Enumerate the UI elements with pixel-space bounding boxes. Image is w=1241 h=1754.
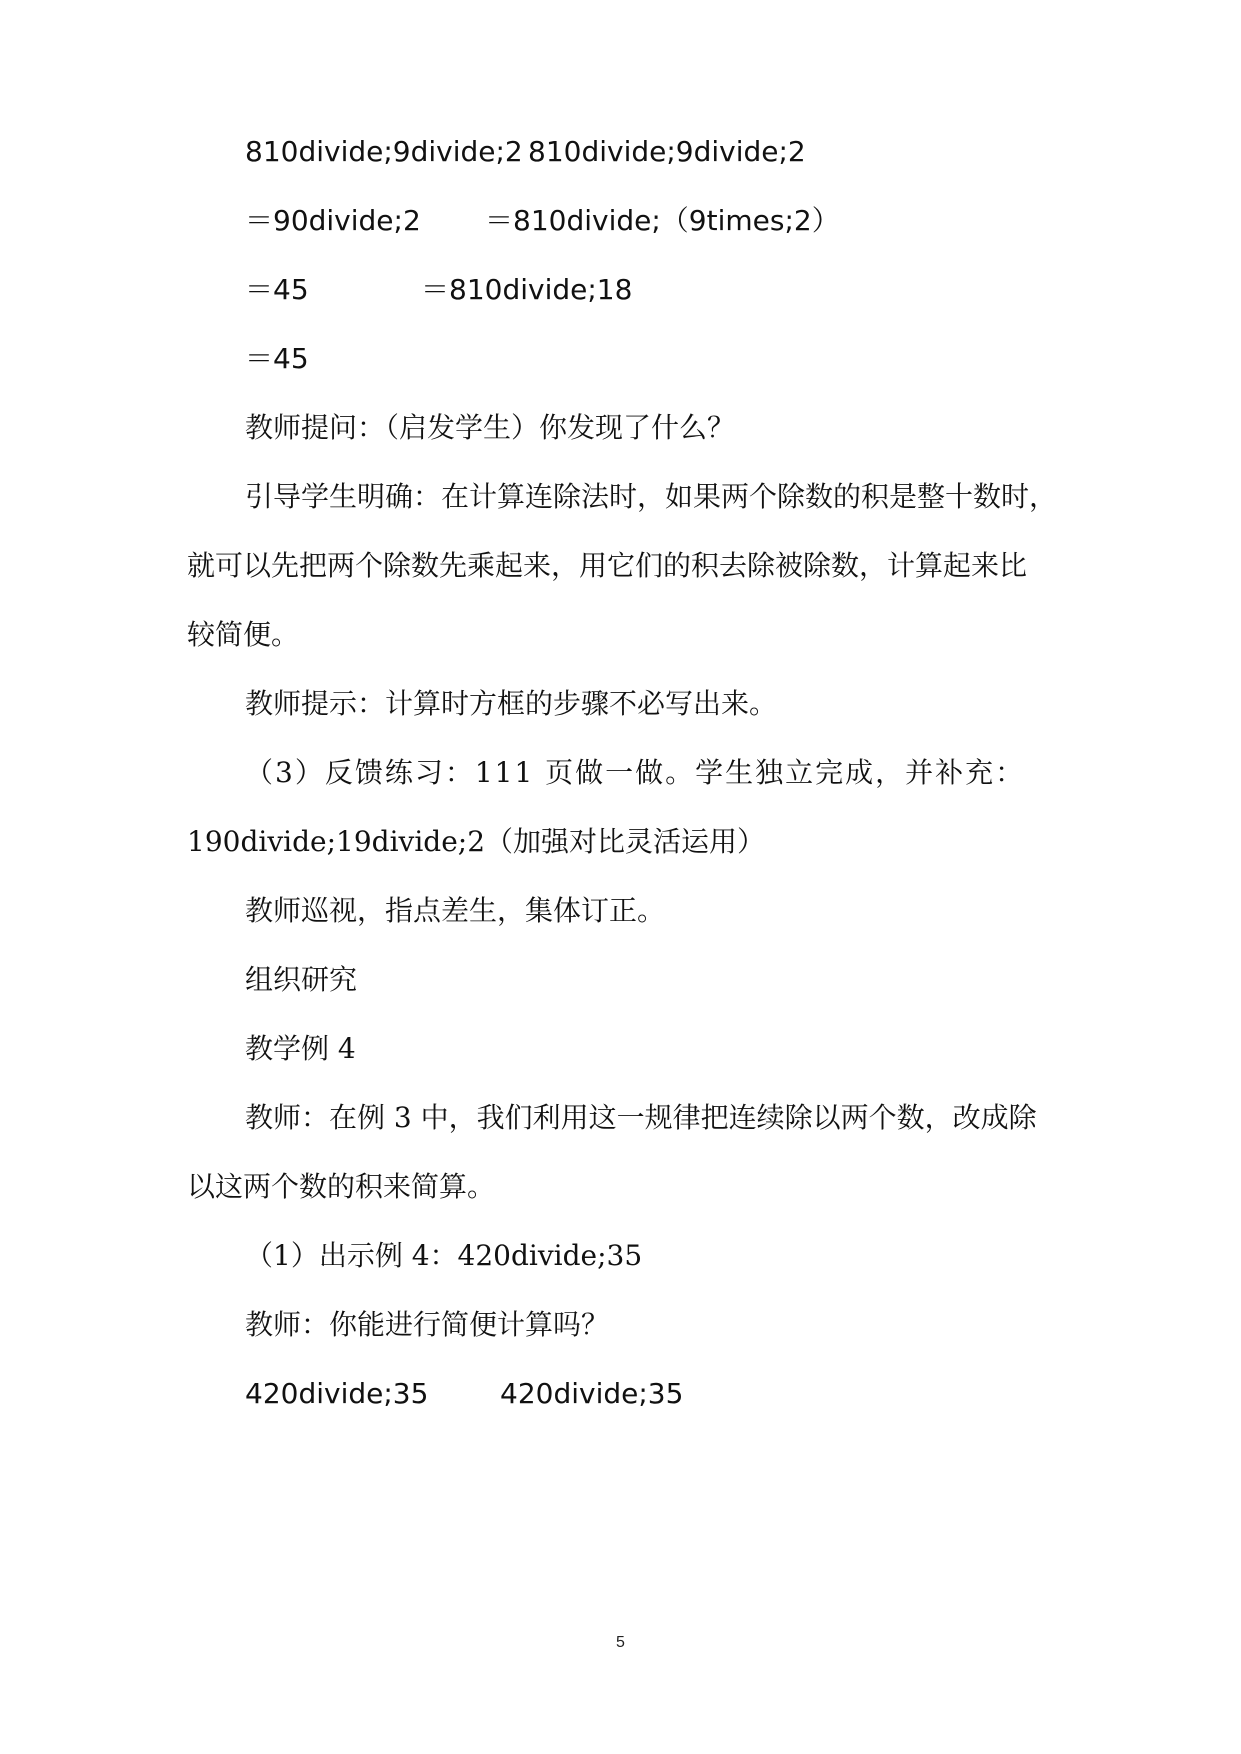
calc1-row2-left: ＝90divide;2 (245, 204, 421, 237)
calc1-row1-right: 810divide;9divide;2 (528, 135, 806, 168)
calc1-row3 (245, 272, 633, 308)
paragraph-guide-line2: 就可以先把两个除数先乘起来，用它们的积去除被除数，计算起来比 (187, 549, 1028, 582)
calc1-row4 (245, 341, 309, 377)
calc1-row1 (245, 134, 806, 170)
paragraph-practice-line2: 190divide;19divide;2（加强对比灵活运用） (187, 825, 766, 858)
paragraph-example4-title: 教学例 4 (245, 1032, 356, 1065)
calc1-row1-left: 810divide;9divide;2 (245, 135, 523, 168)
paragraph-organize: 组织研究 (245, 963, 358, 996)
paragraph-guide-line3: 较简便。 (187, 618, 300, 651)
calc2-left: 420divide;35 (245, 1377, 429, 1410)
calc2-row (245, 1376, 684, 1412)
page-number: 5 (616, 1634, 625, 1651)
paragraph-patrol: 教师巡视，指点差生，集体订正。 (245, 894, 666, 927)
paragraph-question: 教师提问：（启发学生）你发现了什么？ (245, 411, 736, 444)
paragraph-teacher-line1: 教师：在例 3 中，我们利用这一规律把连续除以两个数，改成除 (245, 1101, 1037, 1134)
calc1-row2-right: ＝810divide;（9times;2） (485, 204, 840, 237)
calc1-row4-left: ＝45 (245, 342, 309, 375)
paragraph-teacher-line2: 以这两个数的积来简算。 (187, 1170, 496, 1203)
calc1-row2 (245, 203, 840, 239)
paragraph-hint: 教师提示：计算时方框的步骤不必写出来。 (245, 687, 778, 720)
paragraph-show-example: （1）出示例 4：420divide;35 (245, 1239, 643, 1272)
paragraph-ask: 教师：你能进行简便计算吗？ (245, 1308, 610, 1341)
paragraph-guide-line1: 引导学生明确：在计算连除法时，如果两个除数的积是整十数时， (245, 480, 1058, 513)
calc1-row3-right: ＝810divide;18 (421, 273, 633, 306)
paragraph-practice-line1: （3）反馈练习：111 页做一做。学生独立完成，并补充： (245, 756, 1026, 789)
calc1-row3-left: ＝45 (245, 273, 309, 306)
calc2-right: 420divide;35 (500, 1377, 684, 1410)
